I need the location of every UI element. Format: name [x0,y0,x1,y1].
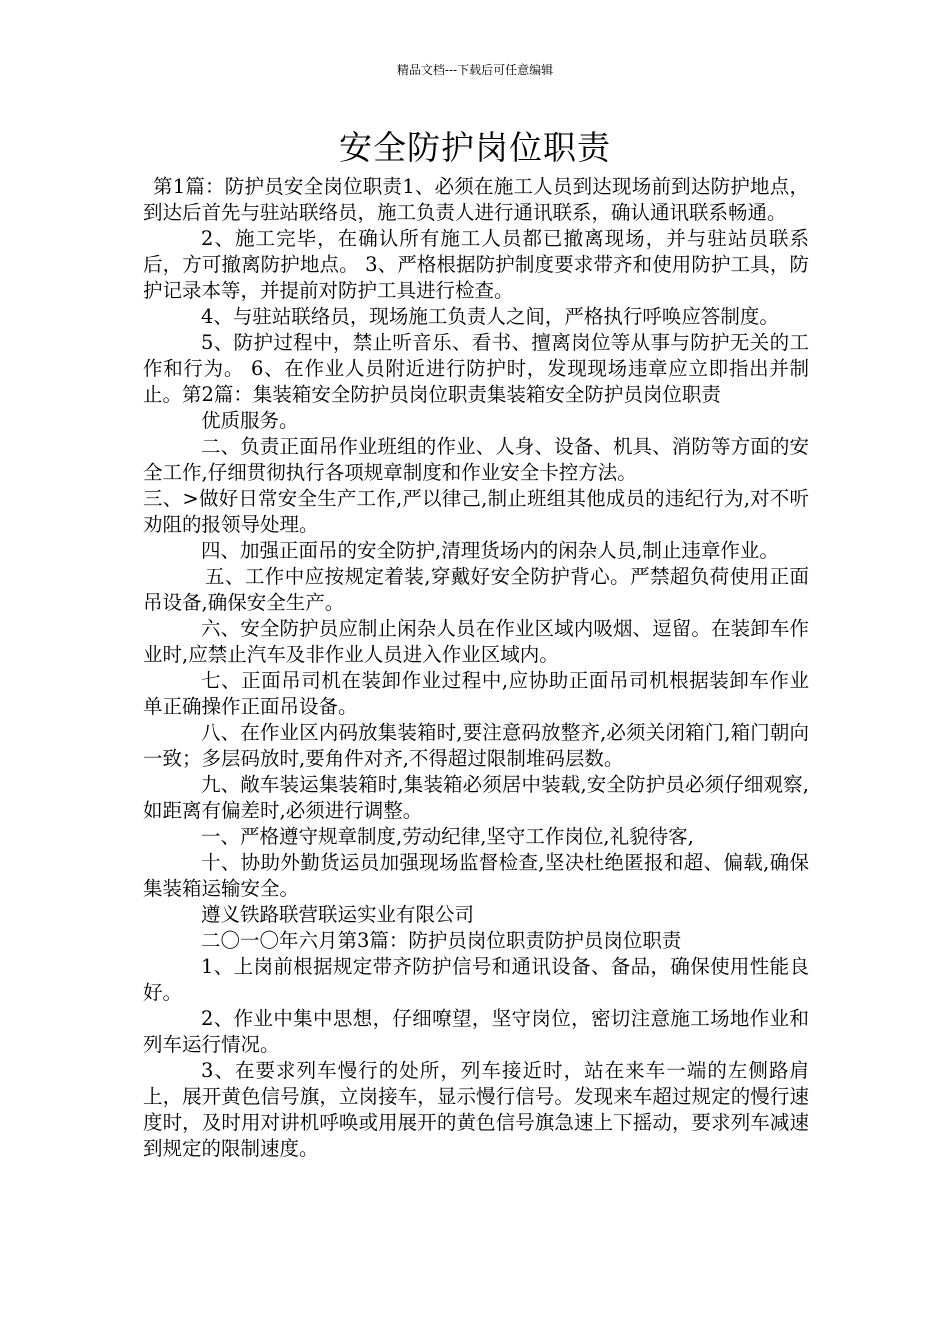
paragraph: 3、在要求列车慢行的处所，列车接近时，站在来车一端的左侧路肩上，展开黄色信号旗，立岗接车，显示慢行信号。发现来车超过规定的慢行速度时，及时用对讲机呼唤或用展开的黄色信号旗急速上下摇动，要求列车减速到规定的限制速度。 [143,1059,809,1160]
paragraph: 2、作业中集中思想，仔细嘹望，坚守岗位，密切注意施工场地作业和列车运行情况。 [143,1007,809,1056]
document-title: 安全防护岗位职责 [339,128,611,167]
paragraph: 一、严格遵守规章制度,劳动纪律,坚守工作岗位,礼貌待客, [201,825,694,848]
paragraph: 第1篇：防护员安全岗位职责1、必须在施工人员到达现场前到达防护地点，到达后首先与驻站联络员，施工负责人进行通讯联系，确认通讯联系畅通。 [143,175,809,224]
paragraph: 1、上岗前根据规定带齐防护信号和通讯设备、备品，确保使用性能良好。 [143,955,809,1004]
paragraph: 十、协助外勤货运员加强现场监督检查,坚决杜绝匿报和超、偏载,确保集装箱运输安全。 [143,851,809,900]
paragraph: 二、负责正面吊作业班组的作业、人身、设备、机具、消防等方面的安全工作,仔细贯彻执行各项规章制度和作业安全卡控方法。 [143,435,809,484]
paragraph: 三、>做好日常安全生产工作,严以律己,制止班组其他成员的违纪行为,对不听劝阻的报领导处理。 [143,487,809,536]
paragraph: 2、施工完毕，在确认所有施工人员都已撤离现场，并与驻站员联系后，方可撤离防护地点。 3、严格根据防护制度要求带齐和使用防护工具，防护记录本等，并提前对防护工具进行检查。 [143,227,809,302]
paragraph: 九、敞车装运集装箱时,集装箱必须居中装载,安全防护员必须仔细观察,如距离有偏差时,必须进行调整。 [143,773,809,822]
document-body [143,174,809,1162]
paragraph: 二〇一〇年六月第3篇：防护员岗位职责防护员岗位职责 [201,929,682,952]
paragraph: 4、与驻站联络员，现场施工负责人之间，严格执行呼唤应答制度。 [201,305,779,328]
page-header: 精品文档---下载后可任意编辑 [396,63,554,77]
paragraph: 优质服务。 [201,409,299,432]
paragraph: 五、工作中应按规定着装,穿戴好安全防护背心。严禁超负荷使用正面吊设备,确保安全生产。 [143,565,809,614]
paragraph: 四、加强正面吊的安全防护,清理货场内的闲杂人员,制止违章作业。 [201,539,779,562]
paragraph: 六、安全防护员应制止闲杂人员在作业区域内吸烟、逗留。在装卸车作业时,应禁止汽车及非作业人员进入作业区域内。 [143,617,809,666]
paragraph: 八、在作业区内码放集装箱时,要注意码放整齐,必须关闭箱门,箱门朝向一致；多层码放时,要角件对齐,不得超过限制堆码层数。 [143,721,809,770]
paragraph: 七、正面吊司机在装卸作业过程中,应协助正面吊司机根据装卸车作业单正确操作正面吊设备。 [143,669,809,718]
paragraph: 遵义铁路联营联运实业有限公司 [201,903,475,926]
paragraph: 5、防护过程中，禁止听音乐、看书、擅离岗位等从事与防护无关的工作和行为。 6、在作业人员附近进行防护时，发现现场违章应立即指出并制止。第2篇：集装箱安全防护员岗位职责集装箱安全防护员岗位职责 [143,331,809,406]
